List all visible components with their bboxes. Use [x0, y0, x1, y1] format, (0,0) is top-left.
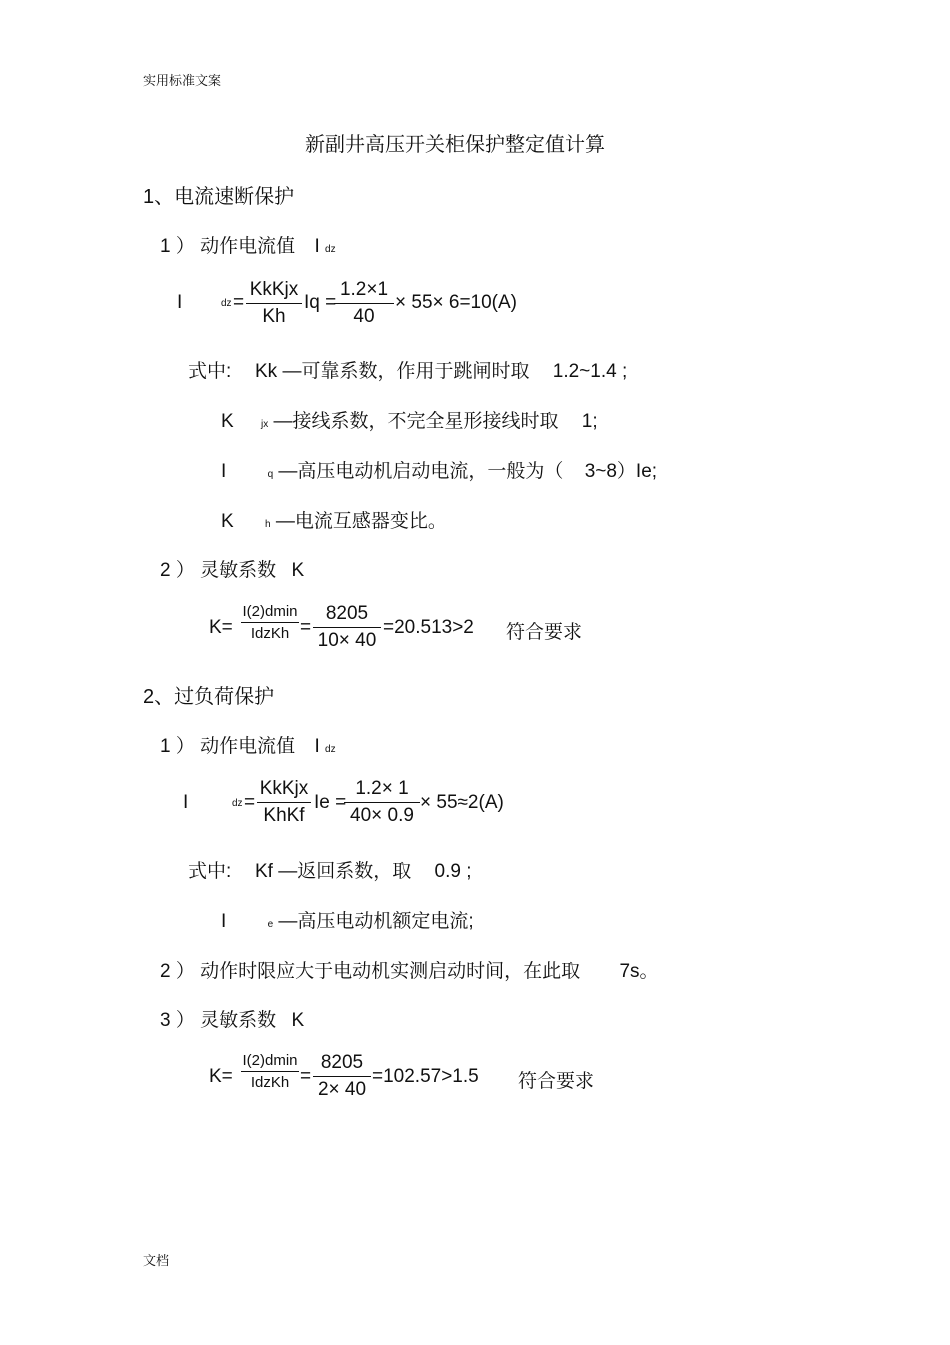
s1-def-2: [221, 406, 598, 433]
s2-f1-mid: Ie =: [314, 792, 347, 813]
s1-f2-note: 符合要求: [506, 622, 583, 643]
item-number: 1: [160, 736, 171, 757]
def-subscript: jx: [260, 419, 269, 430]
s1-f2-lhs: K=: [209, 617, 233, 638]
def-text: —高压电动机启动电流，一般为（: [278, 461, 564, 482]
s2-f2-note: 符合要求: [518, 1071, 595, 1092]
s1-f1-rest: × 55× 6=10(A): [395, 292, 518, 313]
item-label: 灵敏系数: [200, 1010, 277, 1031]
item-subscript: dz: [325, 244, 336, 255]
page-footer: 文档: [143, 1253, 170, 1268]
fraction-numerator: 8205: [325, 603, 369, 624]
def-symbol: K: [221, 511, 234, 532]
fraction-numerator: 1.2× 1: [355, 778, 409, 799]
s2-item-2: [160, 956, 659, 983]
def-symbol: K: [221, 411, 234, 432]
fraction-numerator: I(2)dmin: [242, 1052, 298, 1069]
def-subscript: q: [267, 469, 274, 480]
fraction-bar: [241, 622, 299, 623]
s2-def-2: [221, 906, 474, 933]
s2-f2-lhs: K=: [209, 1066, 233, 1087]
s1-def-1: [255, 356, 627, 383]
item-value: 7s。: [619, 961, 659, 982]
fraction-numerator: KkKjx: [249, 279, 299, 300]
s2-f2-eq: =: [300, 1066, 312, 1087]
fraction-numerator: I(2)dmin: [242, 603, 298, 620]
item-symbol: K: [291, 560, 305, 581]
s2-f1-eq: =: [244, 792, 256, 813]
fraction-denominator: Kh: [262, 306, 286, 327]
fraction-denominator: IdzKh: [250, 625, 290, 642]
item-paren: ）: [175, 236, 195, 257]
item-symbol: I: [314, 236, 320, 257]
def-value: 3~8）Ie;: [584, 461, 658, 482]
fraction-denominator: 40× 0.9: [350, 805, 414, 826]
s1-f2-eq: =: [300, 617, 312, 638]
page-header: 实用标准文案: [143, 73, 222, 88]
s1-def-4: [221, 506, 447, 533]
def-text: —电流互感器变比。: [275, 511, 447, 532]
item-label: 动作电流值: [200, 236, 296, 257]
s2-defs-intro: 式中:: [188, 861, 232, 882]
def-symbol: Kk: [255, 361, 278, 382]
fraction-bar: [344, 802, 420, 803]
item-paren: ）: [175, 961, 195, 982]
s1-f1-lhs: I: [177, 292, 183, 313]
item-label: 动作电流值: [200, 736, 296, 757]
item-paren: ）: [175, 1010, 195, 1031]
def-text: —接线系数，不完全星形接线时取: [273, 411, 559, 432]
s1-f1-fraction-2: [334, 279, 394, 328]
def-symbol: I: [221, 461, 227, 482]
fraction-bar: [257, 802, 311, 803]
fraction-numerator: 1.2×1: [339, 279, 389, 300]
item-label: 动作时限应大于电动机实测启动时间，在此取: [200, 961, 581, 982]
def-symbol: I: [221, 911, 227, 932]
fraction-bar: [334, 303, 394, 304]
s1-f2-fraction-2: [313, 603, 381, 652]
def-text: —返回系数，取: [278, 861, 412, 882]
fraction-bar: [241, 1071, 299, 1072]
s2-f1-lhs-sub: dz: [232, 798, 243, 809]
def-value: 0.9 ;: [434, 861, 472, 882]
s2-f2-fraction-2: [313, 1052, 371, 1101]
def-subscript: e: [267, 919, 274, 930]
def-value: 1.2~1.4 ;: [552, 361, 628, 382]
section-1-heading: 1、电流速断保护: [143, 186, 295, 208]
s2-f1-lhs: I: [183, 792, 189, 813]
s1-f1-eq: =: [233, 292, 245, 313]
s1-item-2: [160, 555, 304, 582]
fraction-bar: [313, 627, 381, 628]
fraction-denominator: IdzKh: [250, 1074, 290, 1091]
s2-f2-rest: =102.57>1.5: [372, 1066, 479, 1087]
fraction-denominator: 2× 40: [317, 1079, 367, 1100]
item-paren: ）: [175, 560, 195, 581]
item-number: 1: [160, 236, 171, 257]
item-symbol: I: [314, 736, 320, 757]
item-label: 灵敏系数: [200, 560, 277, 581]
s2-def-1: [255, 856, 472, 883]
s2-f2-fraction-1: [241, 1052, 299, 1091]
fraction-numerator: 8205: [320, 1052, 364, 1073]
s1-f1-fraction-1: [246, 279, 302, 328]
document-title: 新副井高压开关柜保护整定值计算: [305, 134, 605, 156]
s1-f1-lhs-sub: dz: [221, 298, 232, 309]
s1-f1-mid: Iq =: [304, 292, 337, 313]
s2-f1-rest: × 55≈2(A): [420, 792, 504, 813]
def-text: —高压电动机额定电流;: [278, 911, 474, 932]
item-paren: ）: [175, 736, 195, 757]
def-value: 1;: [581, 411, 598, 432]
item-subscript: dz: [325, 744, 336, 755]
s1-defs-intro: 式中:: [188, 361, 232, 382]
s2-item-1: [160, 731, 336, 758]
fraction-denominator: 40: [353, 306, 375, 327]
def-subscript: h: [264, 519, 271, 530]
fraction-denominator: 10× 40: [317, 630, 377, 651]
s2-f1-fraction-2: [344, 778, 420, 827]
item-number: 3: [160, 1010, 171, 1031]
item-number: 2: [160, 560, 171, 581]
s2-f1-fraction-1: [257, 778, 311, 827]
fraction-bar: [313, 1076, 371, 1077]
fraction-bar: [246, 303, 302, 304]
s1-item-1: [160, 231, 336, 258]
fraction-numerator: KkKjx: [259, 778, 309, 799]
s2-item-3: [160, 1005, 304, 1032]
s1-def-3: [221, 456, 657, 483]
section-2-heading: 2、过负荷保护: [143, 686, 275, 708]
s1-f2-fraction-1: [241, 603, 299, 642]
item-symbol: K: [291, 1010, 305, 1031]
s1-f2-rest: =20.513>2: [383, 617, 474, 638]
fraction-denominator: KhKf: [263, 805, 305, 826]
item-number: 2: [160, 961, 171, 982]
def-symbol: Kf: [255, 861, 273, 882]
def-text: —可靠系数，作用于跳闸时取: [282, 361, 530, 382]
